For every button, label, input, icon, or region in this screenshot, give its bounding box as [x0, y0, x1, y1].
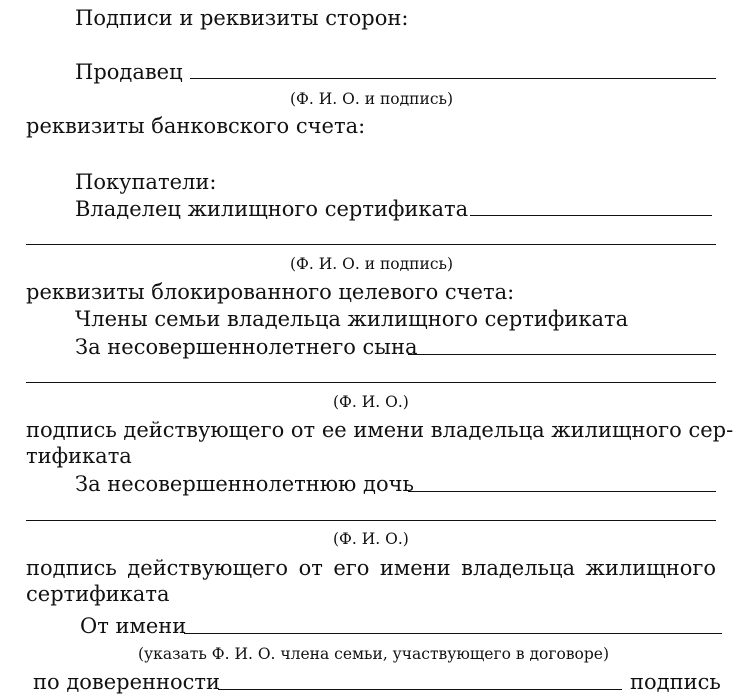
- heading: Подписи и реквизиты сторон:: [75, 6, 409, 30]
- on-behalf-line: [184, 633, 722, 634]
- son-signature-text-line2: тификата: [26, 444, 132, 468]
- daughter-signature-text-line1: подпись действующего от его имени владельца жилищного: [26, 556, 716, 580]
- daughter-caption: (Ф. И. О.): [333, 530, 409, 548]
- daughter-label: За несовершеннолетнюю дочь: [75, 472, 414, 496]
- family-members-label: Члены семьи владельца жилищного сертификата: [75, 307, 629, 331]
- seller-bank-details-label: реквизиты банковского счета:: [26, 114, 366, 138]
- seller-label: Продавец: [75, 60, 183, 84]
- son-line: [408, 354, 716, 355]
- by-proxy-label: по доверенности: [33, 670, 221, 694]
- on-behalf-caption: (указать Ф. И. О. члена семьи, участвующего в договоре): [138, 645, 610, 663]
- certificate-owner-full-line: [26, 244, 716, 245]
- daughter-signature-text-line2: сертификата: [26, 582, 170, 606]
- son-signature-text-line1: подпись действующего от ее имени владельца жилищного сер-: [26, 418, 734, 442]
- son-label: За несовершеннолетнего сына: [75, 335, 418, 359]
- signature-label: подпись: [630, 670, 721, 694]
- by-proxy-line: [218, 689, 622, 690]
- blocked-account-label: реквизиты блокированного целевого счета:: [26, 280, 515, 304]
- certificate-owner-label: Владелец жилищного сертификата: [75, 197, 469, 221]
- seller-caption: (Ф. И. О. и подпись): [290, 90, 453, 108]
- daughter-line: [408, 491, 716, 492]
- daughter-full-line: [26, 520, 716, 521]
- son-caption: (Ф. И. О.): [333, 393, 409, 411]
- buyers-label: Покупатели:: [75, 170, 217, 194]
- son-full-line: [26, 382, 716, 383]
- seller-signature-line: [190, 78, 716, 79]
- on-behalf-label: От имени: [80, 614, 187, 638]
- certificate-owner-caption: (Ф. И. О. и подпись): [290, 255, 453, 273]
- certificate-owner-line: [470, 215, 712, 216]
